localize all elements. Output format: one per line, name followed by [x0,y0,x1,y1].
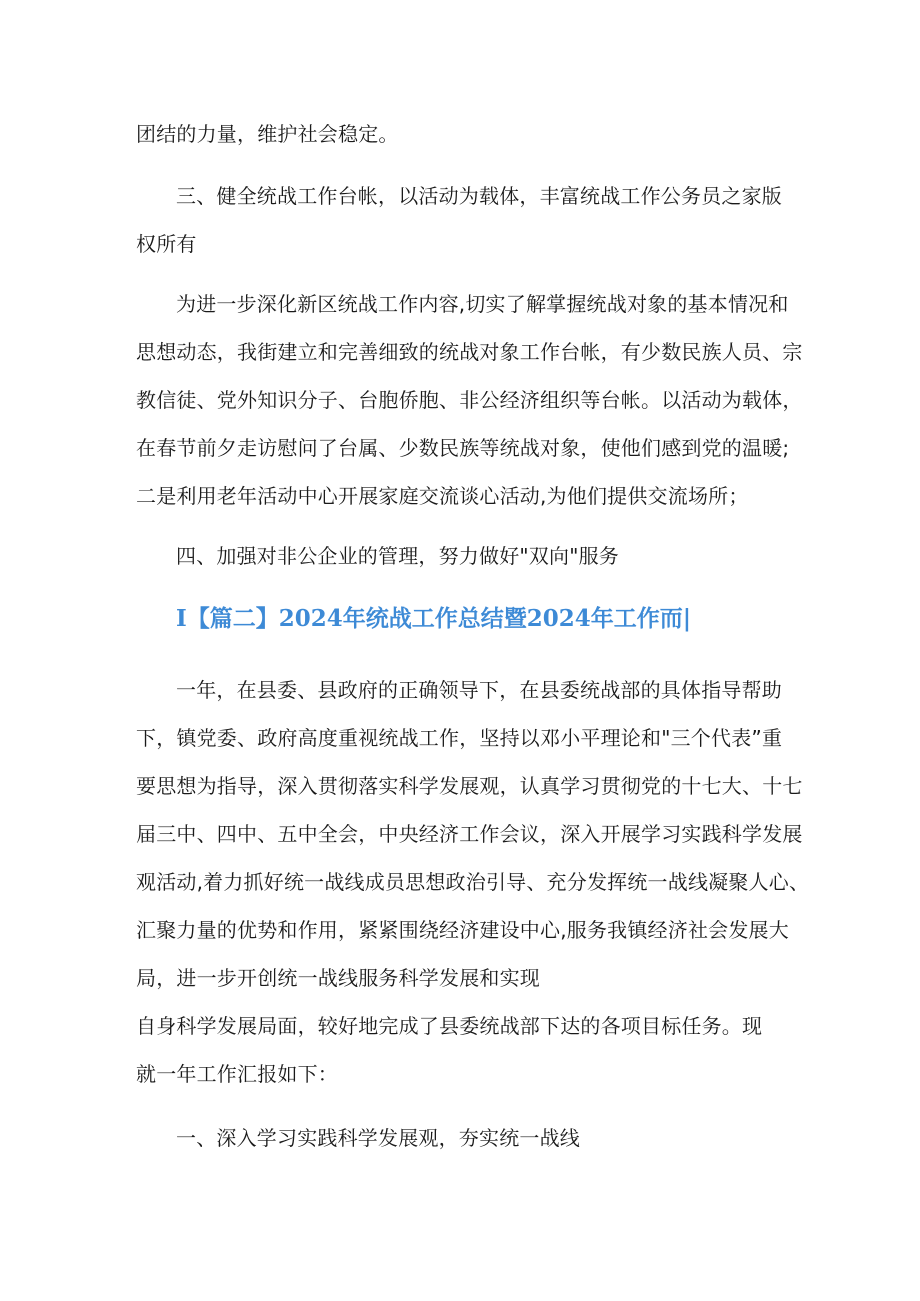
text-line: 在春节前夕走访慰问了台属、少数民族等统战对象，使他们感到党的温暖; [136,436,790,460]
section-heading-1: 一、深入学习实践科学发展观，夯实统一战线 [176,1126,580,1150]
text-line: 二是利用老年活动中心开展家庭交流谈心活动,为他们提供交流场所； [136,484,749,508]
section-heading-3: 三、健全统战工作台帐，以活动为载体，丰富统战工作公务员之家版 [176,184,782,208]
text-line: 团结的力量，维护社会稳定。 [136,122,399,146]
text-line: 思想动态，我街建立和完善细致的统战对象工作台帐，有少数民族人员、宗 [136,340,803,364]
text-line: 一年，在县委、县政府的正确领导下，在县委统战部的具体指导帮助 [176,678,782,702]
text-line: 汇聚力量的优势和作用，紧紧围绕经济建设中心,服务我镇经济社会发展大 [136,918,789,942]
text-line: 观活动,着力抓好统一战线成员思想政治引导、充分发挥统一战线凝聚人心、 [136,870,810,894]
text-line: 要思想为指导，深入贯彻落实科学发展观，认真学习贯彻党的十七大、十七 [136,774,803,798]
text-line: 为进一步深化新区统战工作内容,切实了解掌握统战对象的基本情况和 [176,292,789,316]
text-line: 就一年工作汇报如下： [136,1062,338,1086]
text-line: 届三中、四中、五中全会，中央经济工作会议，深入开展学习实践科学发展 [136,822,803,846]
text-line: 自身科学发展局面，较好地完成了县委统战部下达的各项目标任务。现 [136,1014,763,1038]
article-heading-link[interactable]: I【篇二】2024年统战工作总结暨2024年工作而| [176,605,692,632]
text-line: 权所有 [136,232,197,256]
section-heading-4: 四、加强对非公企业的管理，努力做好"双向"服务 [176,544,619,568]
text-line: 教信徒、党外知识分子、台胞侨胞、非公经济组织等台帐。以活动为载体， [136,388,803,412]
text-line: 局，进一步开创统一战线服务科学发展和实现 [136,966,540,990]
text-line: 下，镇党委、政府高度重视统战工作，坚持以邓小平理论和"三个代表”重 [136,726,783,750]
